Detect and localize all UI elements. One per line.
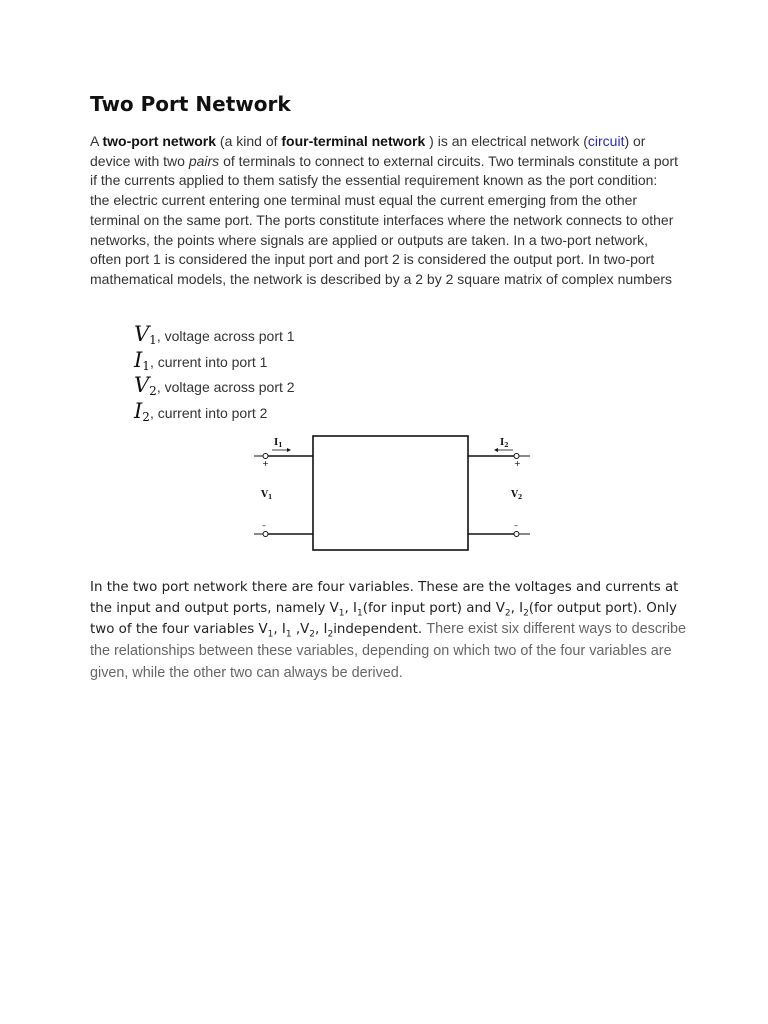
body-text: (for output port). Only two of the four variables V	[90, 600, 677, 638]
port2-plus-label: +	[514, 459, 521, 468]
six-ways-text: There exist six different ways to describe the relationships between these variables, depending on which two of the four variables are given, while the other two can always be derived.	[90, 621, 687, 681]
body-text: , I	[273, 622, 286, 638]
intro-text: of terminals to connect to external circuits. Two terminals constitute a port if the currents applied to them satisfy the essential requirement known as the port condition: the electric current entering one terminal must equal the current emerging from the other terminal on the same port. The ports constitute interfaces where the network connects to other networks, the points where signals are applied or outputs are taken. In a two-port network, often port 1 is considered the input port and port 2 is considered the output port. In two-port mathematical models, the network is described by a 2 by 2 square matrix of complex numbers	[90, 152, 679, 287]
intro-text: A	[90, 133, 103, 149]
pairs-emphasis: pairs	[188, 152, 220, 169]
body-text: ,V	[291, 622, 310, 638]
port1-top-terminal	[263, 454, 268, 459]
variable-subscript: 2	[142, 409, 150, 424]
variable-subscript: 1	[142, 358, 150, 373]
body-text: , I	[314, 622, 328, 638]
body-text: In the two port network there are four variables. These are the voltages and currents at the input and output ports, namely V	[90, 580, 679, 616]
subscript: 2	[309, 630, 315, 641]
variable-description: , current into port 2	[149, 404, 268, 421]
variable-item	[134, 348, 295, 374]
v2-label: $V_2$	[511, 490, 523, 501]
port1-bottom-terminal	[263, 532, 268, 537]
body-text: , I	[510, 600, 524, 616]
variable-item	[134, 373, 295, 399]
intro-paragraph	[90, 132, 680, 290]
port2-top-terminal	[514, 454, 519, 459]
i1-arrow-head	[287, 448, 291, 452]
subscript: 1	[267, 630, 274, 641]
variables-paragraph	[90, 578, 690, 685]
variable-symbol: I	[134, 347, 143, 372]
port2-bottom-terminal	[514, 532, 519, 537]
i1-label: $I_1$	[274, 438, 283, 449]
subscript: 2	[523, 608, 529, 619]
port1-minus-label: –	[262, 521, 266, 530]
intro-text: (a kind of	[216, 133, 282, 149]
variable-description: , voltage across port 1	[156, 328, 295, 344]
subscript: 1	[285, 630, 292, 641]
intro-text: ) is an electrical network (	[425, 133, 588, 149]
body-text: , I	[344, 600, 357, 616]
v1-label: $V_1$	[261, 490, 273, 501]
subscript: 2	[504, 608, 511, 619]
intro-text: ) or device with two	[90, 133, 646, 169]
two-port-diagram	[250, 430, 540, 560]
network-box	[313, 436, 468, 550]
variable-list	[134, 322, 295, 424]
variable-item	[134, 322, 295, 348]
variable-description: , current into port 1	[149, 353, 268, 370]
term-four-terminal-network: four-terminal network	[281, 133, 426, 149]
variable-symbol: V	[134, 322, 150, 346]
variable-subscript: 1	[149, 333, 157, 347]
variable-item	[134, 399, 295, 425]
term-two-port-network: two-port network	[102, 133, 217, 149]
variable-symbol: V	[134, 373, 150, 397]
port1-plus-label: +	[262, 459, 269, 468]
subscript: 1	[338, 608, 345, 619]
port2-minus-label: –	[514, 521, 518, 530]
variable-description: , voltage across port 2	[156, 379, 295, 395]
subscript: 2	[327, 630, 334, 641]
i2-label: $I_2$	[500, 438, 509, 449]
body-text: (for input port) and V	[362, 600, 505, 616]
variable-subscript: 2	[149, 384, 157, 398]
i2-arrow-head	[494, 448, 498, 452]
variable-symbol: I	[134, 398, 143, 423]
body-text: independent.	[333, 622, 427, 638]
page-title: Two Port Network	[90, 92, 291, 116]
circuit-link[interactable]: circuit	[587, 133, 625, 149]
subscript: 1	[356, 608, 363, 619]
